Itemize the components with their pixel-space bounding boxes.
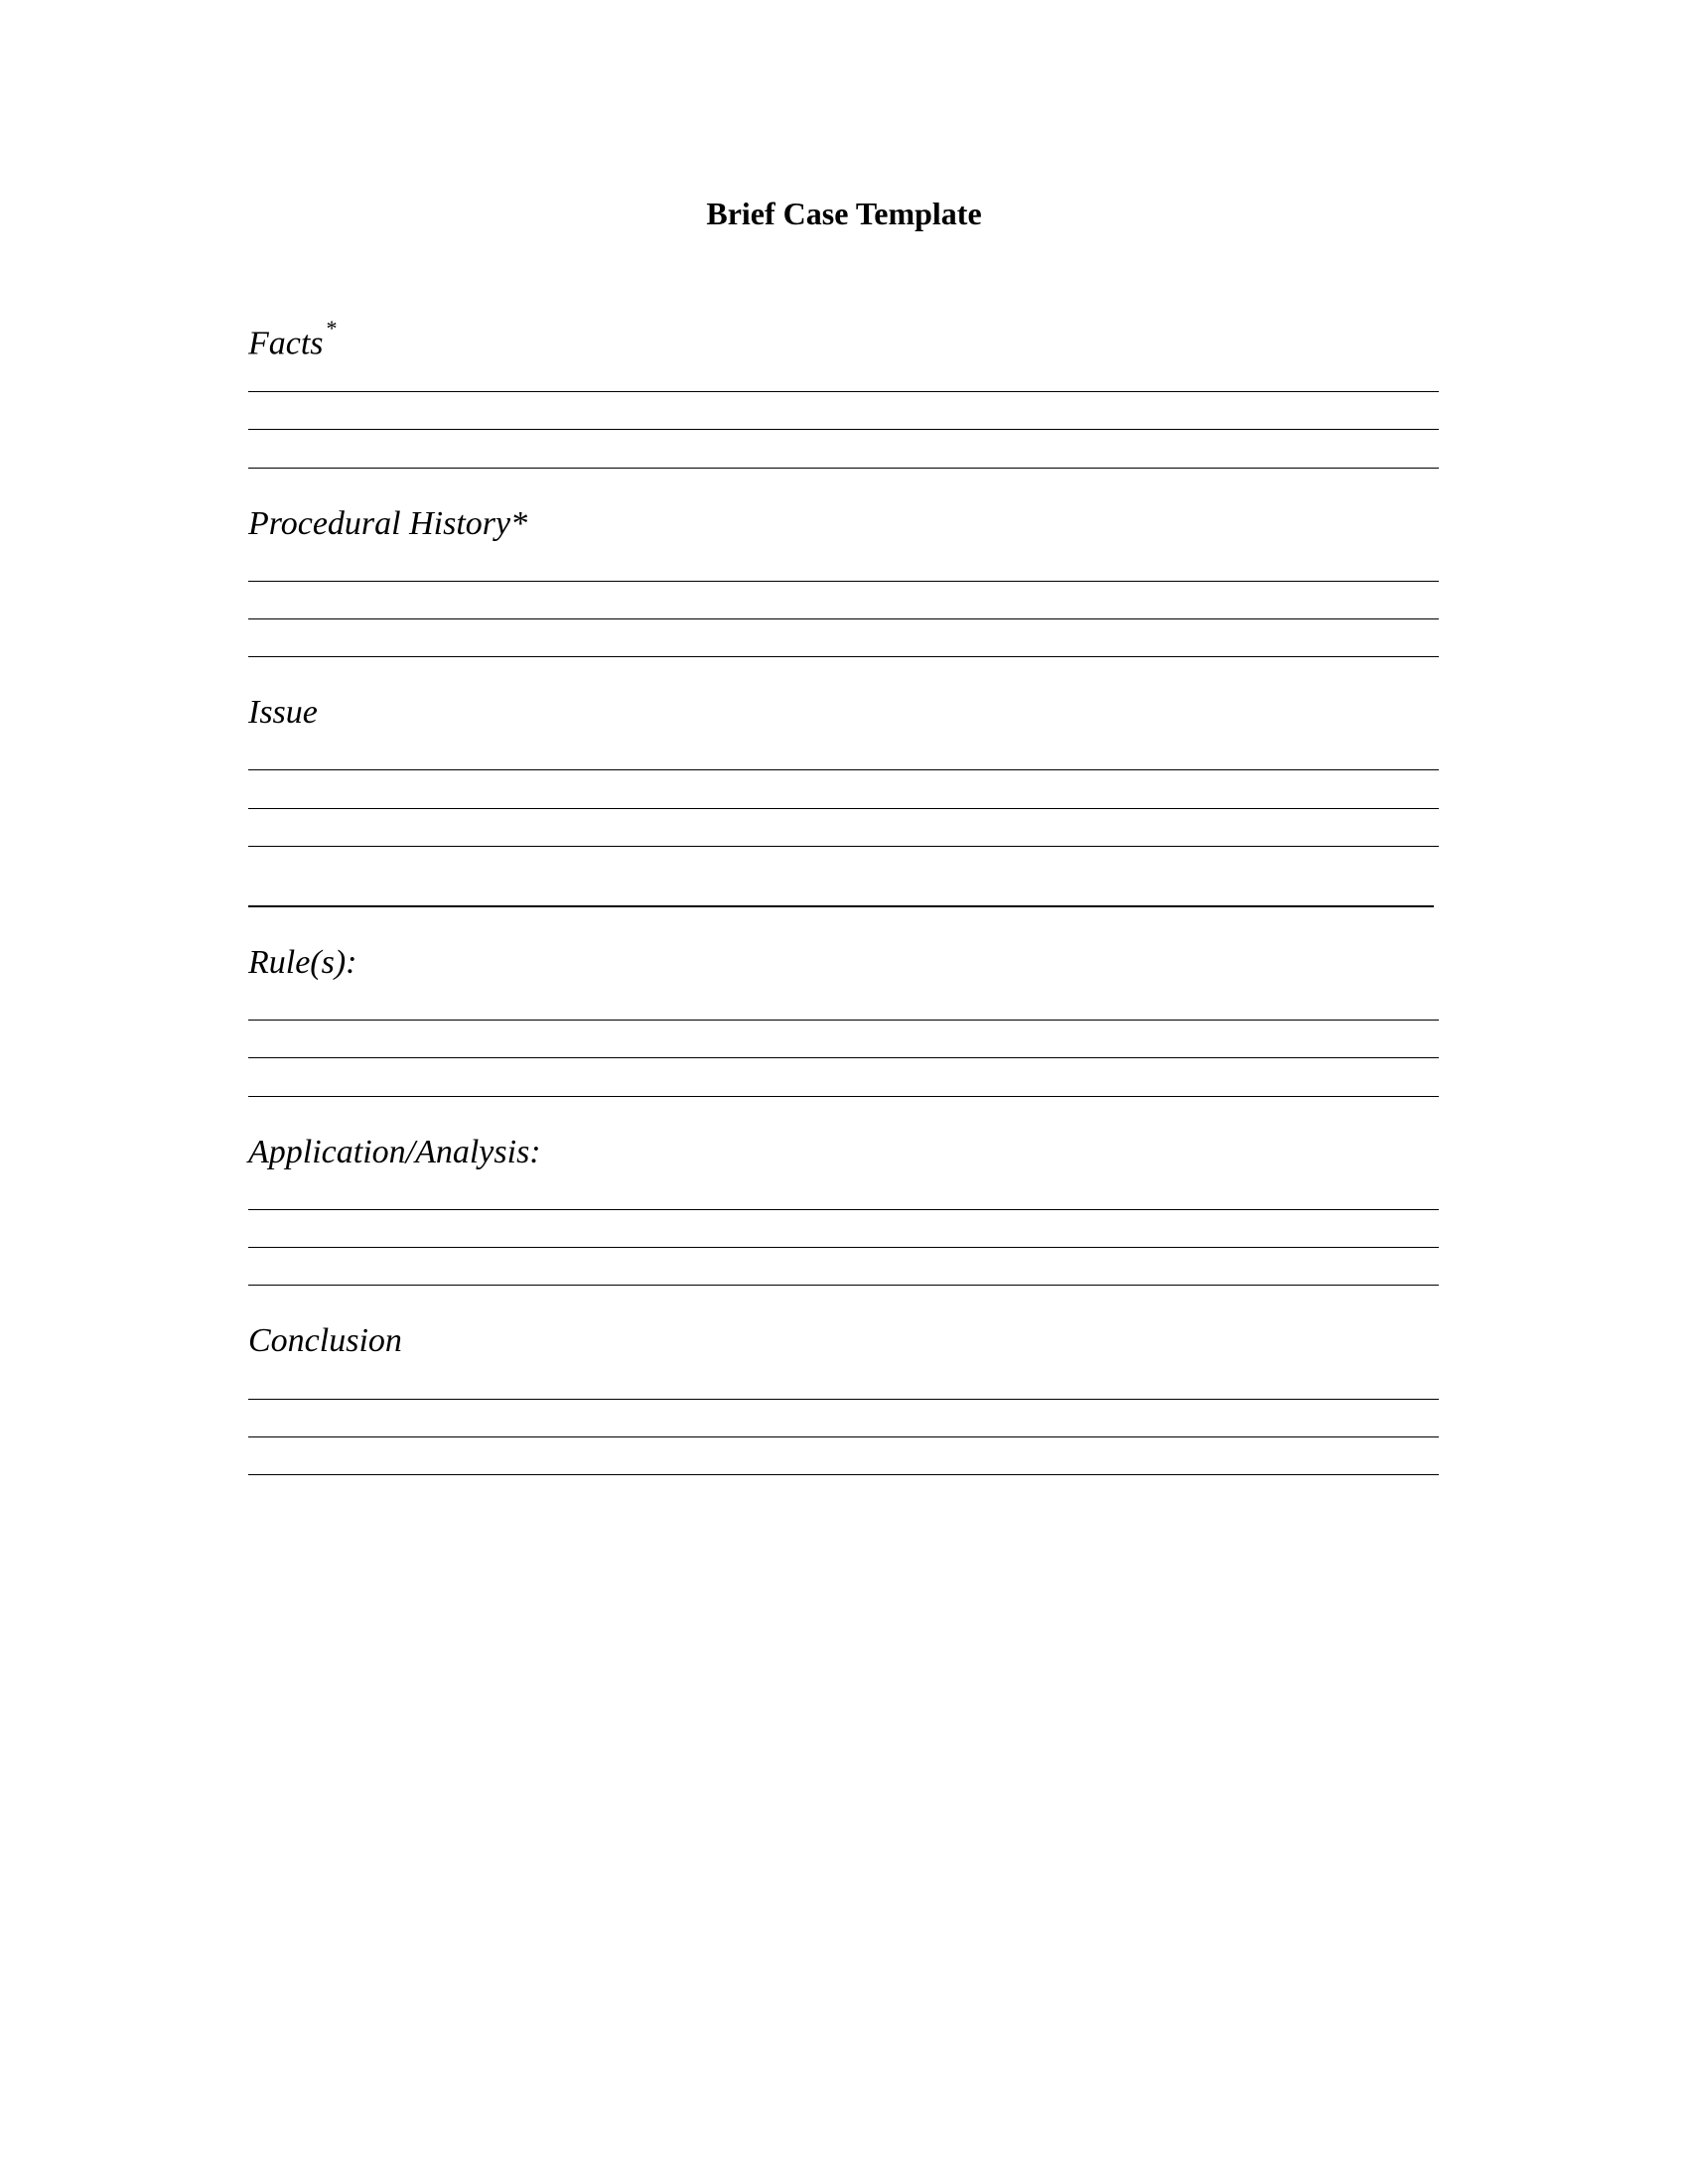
section-divider <box>248 905 1434 907</box>
rules-line-3[interactable] <box>248 1096 1439 1097</box>
facts-line-2[interactable] <box>248 429 1439 430</box>
procedural-history-line-2[interactable] <box>248 618 1439 619</box>
procedural-history-line-1[interactable] <box>248 581 1439 582</box>
conclusion-line-1[interactable] <box>248 1399 1439 1400</box>
facts-heading <box>248 315 337 363</box>
issue-line-1[interactable] <box>248 769 1439 770</box>
issue-line-2[interactable] <box>248 808 1439 809</box>
rules-line-2[interactable] <box>248 1057 1439 1058</box>
facts-line-3[interactable] <box>248 468 1439 469</box>
conclusion-line-2[interactable] <box>248 1436 1439 1437</box>
application-line-3[interactable] <box>248 1285 1439 1286</box>
rules-line-1[interactable] <box>248 1020 1439 1021</box>
conclusion-heading: Conclusion <box>248 1322 402 1359</box>
document-title: Brief Case Template <box>706 196 982 231</box>
procedural-history-heading: Procedural History* <box>248 505 528 542</box>
facts-footnote-mark: * <box>325 316 337 341</box>
facts-label: Facts <box>248 325 324 362</box>
issue-line-3[interactable] <box>248 846 1439 847</box>
application-line-1[interactable] <box>248 1209 1439 1210</box>
procedural-history-line-3[interactable] <box>248 656 1439 657</box>
rules-heading: Rule(s): <box>248 944 357 981</box>
application-line-2[interactable] <box>248 1247 1439 1248</box>
facts-line-1[interactable] <box>248 391 1439 392</box>
application-analysis-heading: Application/Analysis: <box>248 1134 541 1170</box>
conclusion-line-3[interactable] <box>248 1474 1439 1475</box>
issue-heading: Issue <box>248 694 318 731</box>
